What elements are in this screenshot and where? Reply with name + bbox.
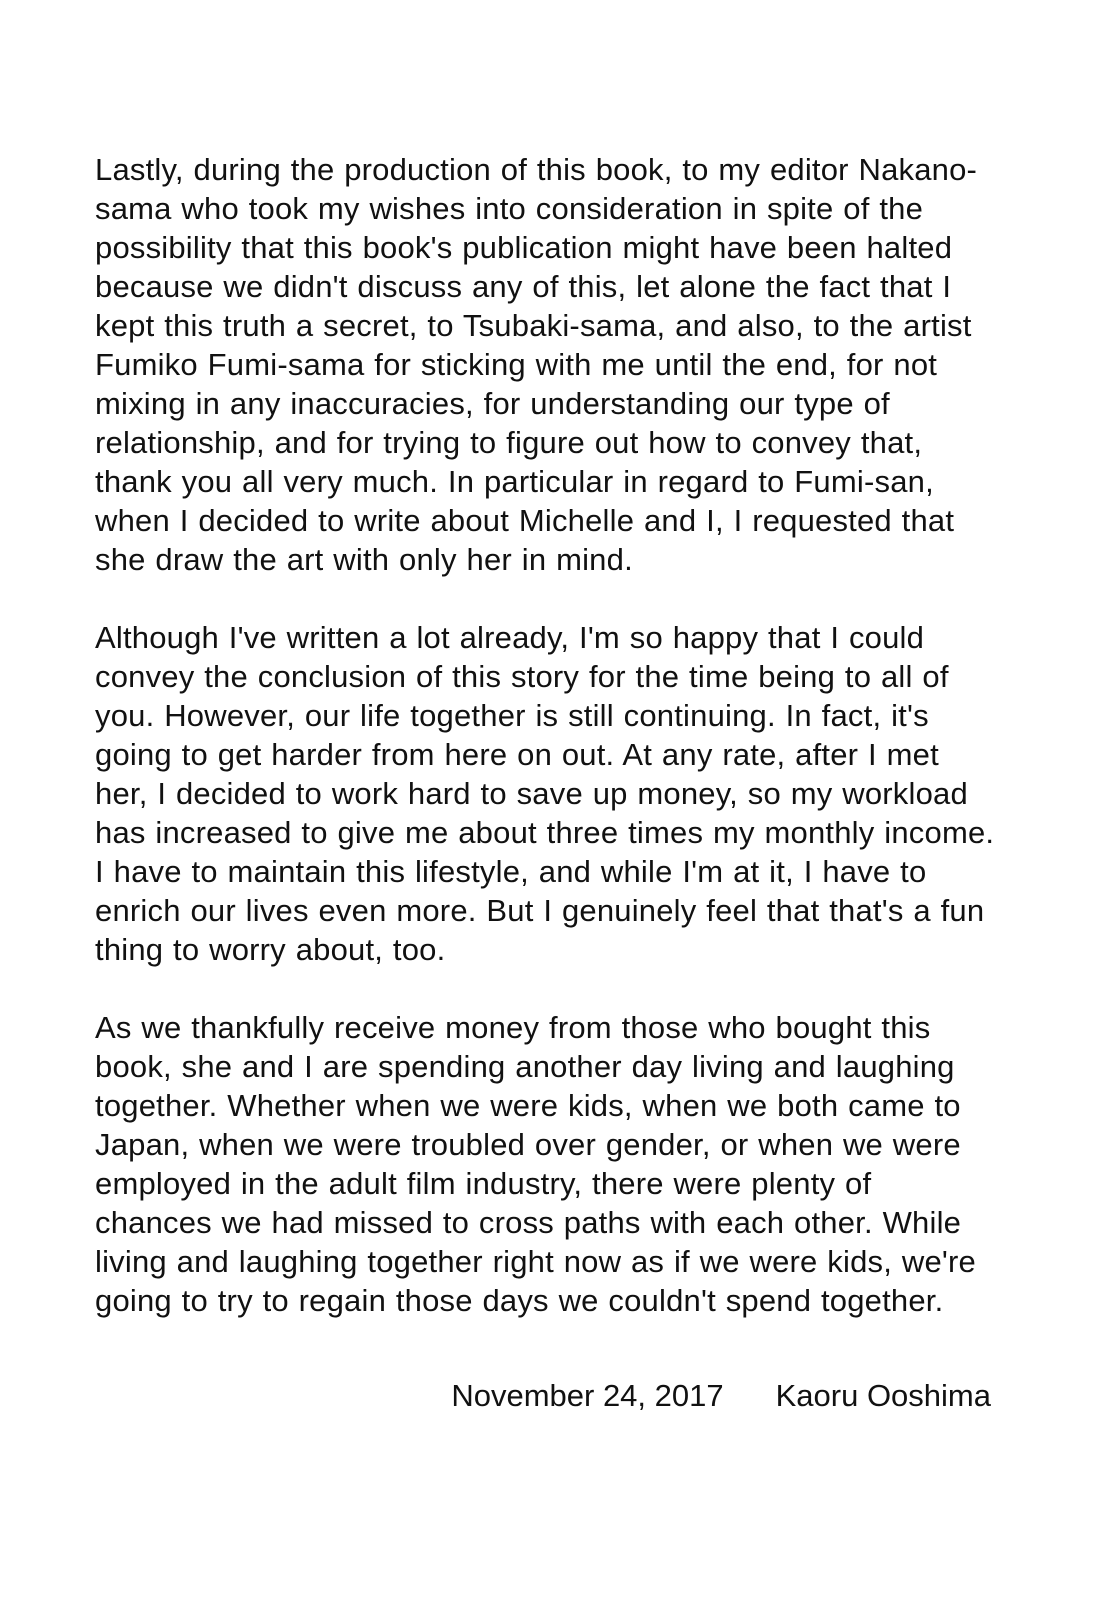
- signature-date: November 24, 2017: [451, 1378, 724, 1413]
- paragraph-closing: As we thankfully receive money from those who bought this book, she and I are spending another day living and laughing together. Whether when we were kids, when we both came to Japan, when we were troubled over gender, or when we were employed in the adult film industry, there were plenty of chances we had missed to cross paths with each other. While living and laughing together right now as if we were kids, we're going to try to regain those days we couldn't spend together.: [95, 1010, 976, 1318]
- afterword-text: [95, 150, 995, 1320]
- paragraph-life-update: Although I've written a lot already, I'm so happy that I could convey the conclusion of this story for the time being to all of you. However, our life together is still continuing. In fact, it's going to get harder from here on out. At any rate, after I met her, I decided to work hard to save up money, so my workload has increased to give me about three times my monthly income. I have to maintain this lifestyle, and while I'm at it, I have to enrich our lives even more. But I genuinely feel that that's a fun thing to worry about, too.: [95, 620, 995, 967]
- signature-line: [95, 1376, 995, 1415]
- signature-author: Kaoru Ooshima: [775, 1378, 991, 1413]
- paragraph-acknowledgements: Lastly, during the production of this book, to my editor Nakano-sama who took my wishes into consideration in spite of the possibility that this book's publication might have been halted because we didn't discuss any of this, let alone the fact that I kept this truth a secret, to Tsubaki-sama, and also, to the artist Fumiko Fumi-sama for sticking with me until the end, for not mixing in any inaccuracies, for understanding our type of relationship, and for trying to figure out how to convey that, thank you all very much. In particular in regard to Fumi-san, when I decided to write about Michelle and I, I requested that she draw the art with only her in mind.: [95, 152, 978, 577]
